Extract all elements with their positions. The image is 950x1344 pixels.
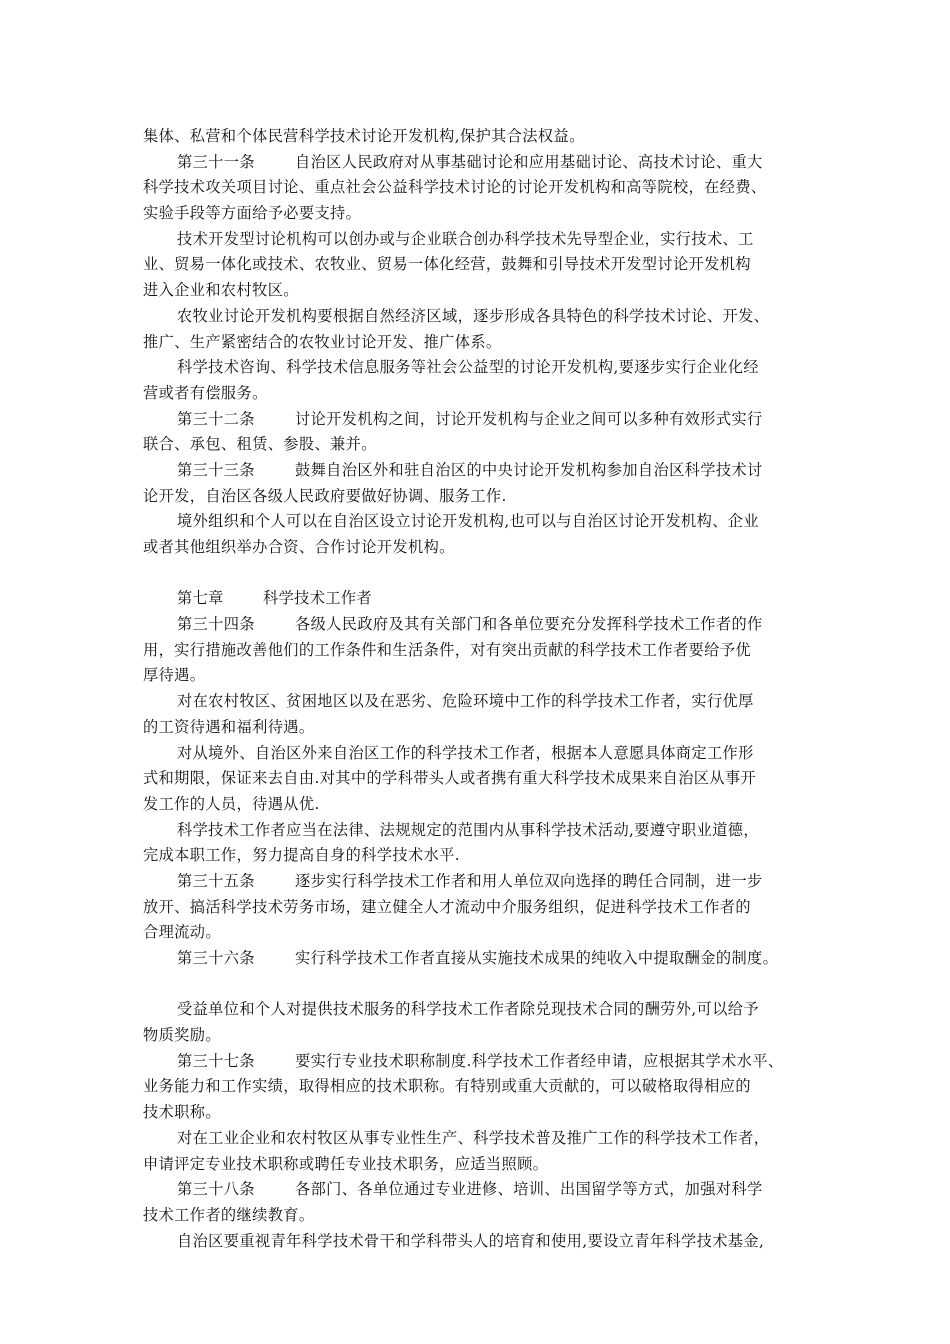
paragraph-start-line: 境外组织和个人可以在自治区设立讨论开发机构,也可以与自治区讨论开发机构、企业 — [177, 512, 759, 531]
chapter-number: 第七章 — [177, 589, 224, 608]
text-line: 物质奖励。 — [143, 1026, 221, 1045]
text-line: 技术工作者的继续教育。 — [143, 1205, 315, 1224]
paragraph-start-line: 对在工业企业和农村牧区从事专业性生产、科学技术普及推广工作的科学技术工作者， — [177, 1128, 770, 1147]
article-line — [143, 612, 813, 638]
text-line: 进入企业和农村牧区。 — [143, 281, 299, 300]
article-text: 自治区人民政府对从事基础讨论和应用基础讨论、高技术讨论、重大 — [295, 152, 763, 171]
article-text: 鼓舞自治区外和驻自治区的中央讨论开发机构参加自治区科学技术讨 — [295, 460, 763, 479]
text-line: 论开发，自治区各级人民政府要做好协调、服务工作. — [143, 486, 507, 505]
article-line — [143, 1049, 813, 1075]
paragraph-start-line: 受益单位和个人对提供技术服务的科学技术工作者除兑现技术合同的酬劳外,可以给予 — [177, 1000, 759, 1019]
article-line — [143, 946, 813, 972]
chapter-heading — [143, 586, 813, 612]
text-line: 营或者有偿服务。 — [143, 383, 268, 402]
text-line: 申请评定专业技术职称或聘任专业技术职务，应适当照顾。 — [143, 1154, 549, 1173]
article-number: 第三十一条 — [177, 152, 255, 171]
text-line: 发工作的人员，待遇从优. — [143, 794, 320, 813]
text-line: 业务能力和工作实绩，取得相应的技术职称。有特别或重大贡献的，可以破格取得相应的 — [143, 1077, 751, 1096]
text-line: 业、贸易一体化或技术、农牧业、贸易一体化经营，鼓舞和引导技术开发型讨论开发机构 — [143, 255, 751, 274]
article-text: 逐步实行科学技术工作者和用人单位双向选择的聘任合同制，进一步 — [295, 871, 763, 890]
article-line — [143, 150, 813, 176]
article-number: 第三十二条 — [177, 409, 255, 428]
blank-line — [143, 561, 813, 587]
article-number: 第三十三条 — [177, 460, 255, 479]
text-line: 合理流动。 — [143, 923, 221, 942]
article-number: 第三十五条 — [177, 871, 255, 890]
text-line: 或者其他组织举办合资、合作讨论开发机构。 — [143, 538, 455, 556]
text-line: 厚待遇。 — [143, 666, 206, 685]
article-line — [143, 458, 813, 484]
text-line: 的工资待遇和福利待遇。 — [143, 717, 315, 736]
article-text: 实行科学技术工作者直接从实施技术成果的纯收入中提取酬金的制度。 — [295, 949, 779, 967]
article-line — [143, 1177, 813, 1203]
article-text: 讨论开发机构之间，讨论开发机构与企业之间可以多种有效形式实行 — [295, 409, 763, 428]
paragraph-start-line: 自治区要重视青年科学技术骨干和学科带头人的培育和使用,要设立青年科学技术基金, — [177, 1231, 765, 1250]
paragraph-start-line: 农牧业讨论开发机构要根据自然经济区域，逐步形成各具特色的科学技术讨论、开发、 — [177, 306, 770, 325]
text-line: 用，实行措施改善他们的工作条件和生活条件，对有突出贡献的科学技术工作者要给予优 — [143, 640, 751, 659]
document-body — [143, 124, 813, 1254]
article-text: 各部门、各单位通过专业进修、培训、出国留学等方式，加强对科学 — [295, 1180, 763, 1199]
article-number: 第三十八条 — [177, 1180, 255, 1199]
text-line: 联合、承包、租赁、参股、兼并。 — [143, 435, 377, 454]
paragraph-start-line: 技术开发型讨论机构可以创办或与企业联合创办科学技术先导型企业，实行技术、工 — [177, 229, 754, 248]
article-text: 各级人民政府及其有关部门和各单位要充分发挥科学技术工作者的作 — [295, 615, 763, 634]
text-line: 实验手段等方面给予必要支持。 — [143, 204, 362, 223]
text-line: 集体、私营和个体民营科学技术讨论开发机构,保护其合法权益。 — [143, 127, 585, 145]
text-line: 科学技术攻关项目讨论、重点社会公益科学技术讨论的讨论开发机构和高等院校，在经费、 — [143, 178, 767, 197]
text-line: 式和期限，保证来去自由.对其中的学科带头人或者携有重大科学技术成果来自治区从事开 — [143, 769, 757, 788]
text-line: 放开、搞活科学技术劳务市场，建立健全人才流动中介服务组织，促进科学技术工作者的 — [143, 897, 751, 916]
paragraph-start-line: 科学技术工作者应当在法律、法规规定的范围内从事科学技术活动,要遵守职业道德， — [177, 820, 759, 839]
text-line: 推广、生产紧密结合的农牧业讨论开发、推广体系。 — [143, 332, 502, 351]
text-line: 完成本职工作，努力提高自身的科学技术水平. — [143, 846, 460, 865]
article-number: 第三十六条 — [177, 949, 255, 967]
paragraph-start-line: 科学技术咨询、科学技术信息服务等社会公益型的讨论开发机构,要逐步实行企业化经 — [177, 358, 759, 377]
paragraph-start-line: 对在农村牧区、贫困地区以及在恶劣、危险环境中工作的科学技术工作者，实行优厚 — [177, 692, 754, 711]
paragraph-start-line: 对从境外、自治区外来自治区工作的科学技术工作者，根据本人意愿具体商定工作形 — [177, 743, 754, 762]
article-number: 第三十四条 — [177, 615, 255, 634]
article-number: 第三十七条 — [177, 1051, 255, 1070]
chapter-title: 科学技术工作者 — [263, 589, 373, 608]
article-line — [143, 869, 813, 895]
article-line — [143, 407, 813, 433]
text-line: 技术职称。 — [143, 1103, 221, 1122]
blank-line — [143, 972, 813, 998]
article-text: 要实行专业技术职称制度.科学技术工作者经申请，应根据其学术水平、 — [295, 1051, 784, 1070]
